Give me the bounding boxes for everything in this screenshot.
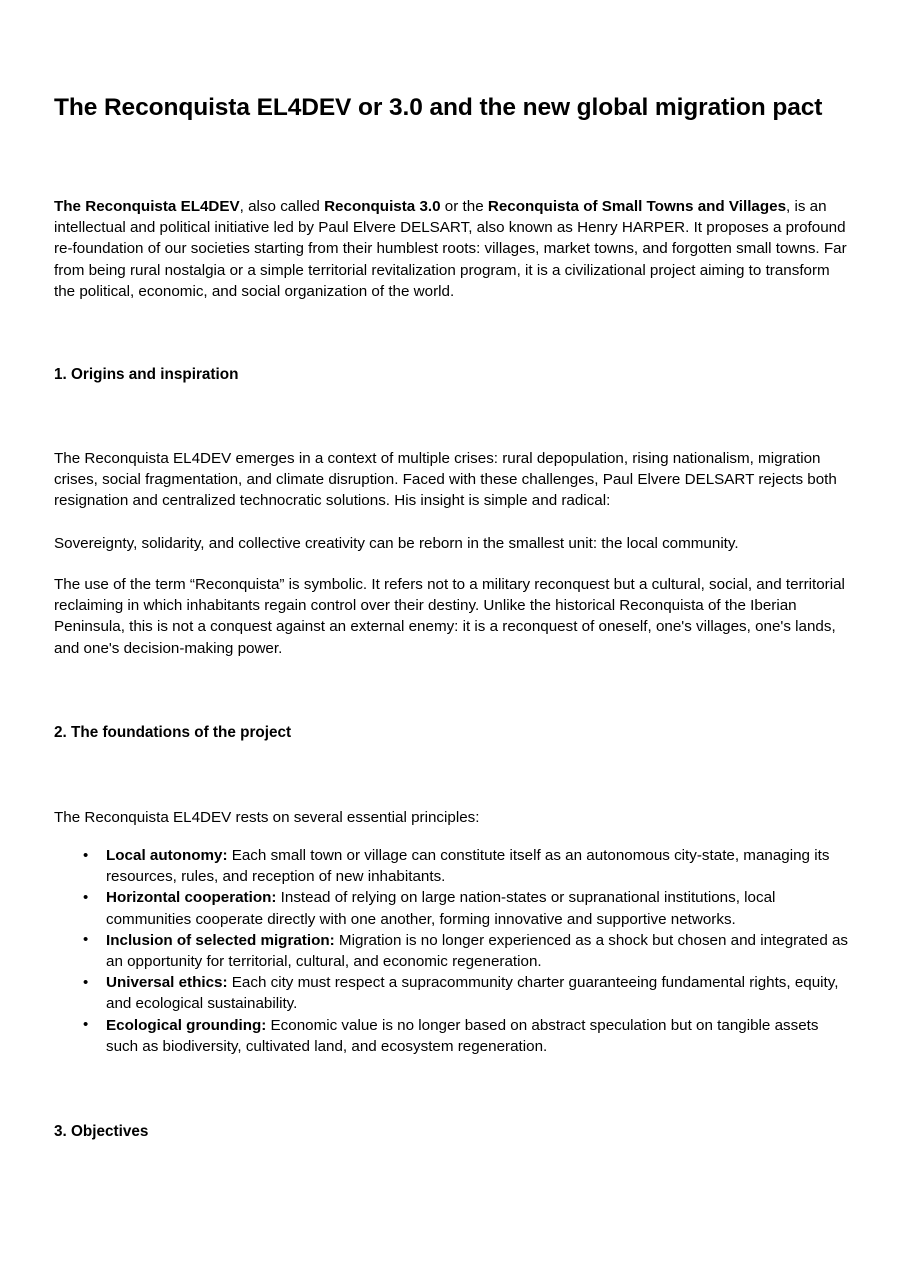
intro-bold-term-2: Reconquista 3.0 bbox=[324, 198, 441, 215]
section-heading-origins: 1. Origins and inspiration bbox=[54, 366, 239, 383]
list-item-label: Inclusion of selected migration: bbox=[106, 931, 335, 949]
intro-bold-term-1: The Reconquista EL4DEV bbox=[54, 198, 240, 215]
list-item-text: Migration is no longer experienced as a shock but chosen and integrated as an opportunity for territorial, cultural, and economic regeneration. bbox=[106, 931, 849, 971]
section-heading-objectives: 3. Objectives bbox=[54, 1123, 149, 1140]
intro-paragraph bbox=[54, 196, 849, 302]
paragraph-origins-3: The use of the term “Reconquista” is symbolic. It refers not to a military reconquest but a cultural, social, and territorial reclaiming in which inhabitants regain control over their destiny. Unlike the historical Reconquista of the Iberian Peninsula, this is not a conquest against an external enemy: it is a reconquest of oneself, one's villages, one's lands, and one's decision-making power. bbox=[54, 576, 845, 657]
list-item-text: Each city must respect a supracommunity charter guaranteeing fundamental rights, equity, and ecological sustainability. bbox=[106, 974, 839, 1013]
bullet-icon: • bbox=[83, 973, 89, 991]
intro-text-3: , is an intellectual and political initiative led by Paul Elvere DELSART, also known as Henry HARPER. It proposes a profound re-foundation of our societies starting from their humblest roots: villages, market towns, and forgotten small towns. Far from being rural nostalgia or a simple territorial revitalization program, it is a civilizational project aiming to transform the political, economic, and social organization of the world. bbox=[54, 198, 847, 300]
list-item-label: Horizontal cooperation: bbox=[106, 889, 277, 907]
intro-text-1: , also called bbox=[239, 198, 325, 215]
principles-list bbox=[54, 845, 849, 1057]
section-heading-foundations: 2. The foundations of the project bbox=[54, 724, 292, 741]
list-item bbox=[54, 930, 849, 972]
list-item-label: Ecological grounding: bbox=[106, 1016, 267, 1034]
list-item bbox=[54, 845, 849, 887]
list-item-label: Local autonomy: bbox=[106, 847, 228, 864]
intro-bold-term-3: Reconquista of Small Towns and Villages bbox=[487, 198, 787, 215]
list-item bbox=[54, 1015, 849, 1057]
paragraph-origins-1: The Reconquista EL4DEV emerges in a context of multiple crises: rural depopulation, rising nationalism, migration crises, social fragmentation, and climate disruption. Faced with these challenges, Paul Elvere DELSART rejects both resignation and centralized technocratic solutions. His insight is simple and radical: bbox=[54, 450, 837, 510]
paragraph-principles-intro: The Reconquista EL4DEV rests on several essential principles: bbox=[54, 809, 480, 826]
intro-text-2: or the bbox=[440, 198, 488, 215]
paragraph-origins-2: Sovereignty, solidarity, and collective creativity can be reborn in the smallest unit: the local community. bbox=[54, 535, 739, 552]
bullet-icon: • bbox=[83, 1016, 89, 1034]
list-item-text: Economic value is no longer based on abstract speculation but on tangible assets such as biodiversity, cultivated land, and ecosystem regeneration. bbox=[106, 1016, 819, 1055]
list-item bbox=[54, 887, 849, 929]
page-title: The Reconquista EL4DEV or 3.0 and the new global migration pact bbox=[54, 94, 823, 121]
list-item-text: Instead of relying on large nation-states or supranational institutions, local communities cooperate directly with one another, forming innovative and supportive networks. bbox=[106, 889, 776, 928]
list-item-label: Universal ethics: bbox=[106, 974, 228, 992]
bullet-icon: • bbox=[83, 888, 89, 906]
list-item bbox=[54, 972, 849, 1014]
bullet-icon: • bbox=[83, 846, 89, 864]
list-item-text: Each small town or village can constitute itself as an autonomous city-state, managing its resources, rules, and reception of new inhabitants. bbox=[106, 847, 830, 886]
bullet-icon: • bbox=[83, 931, 89, 949]
